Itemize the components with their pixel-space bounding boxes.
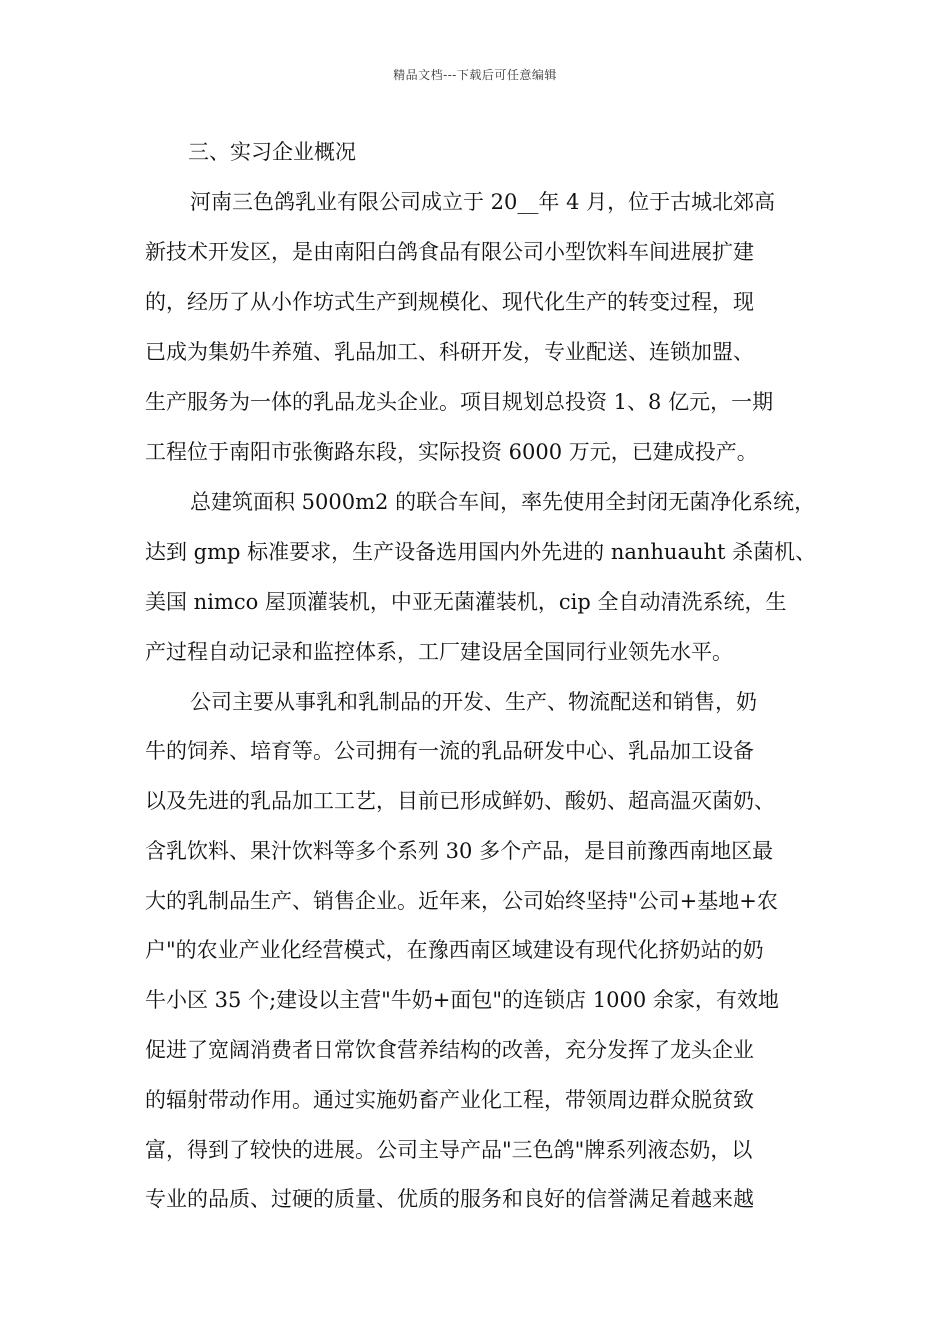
paragraph-line: 牛的饲养、培育等。公司拥有一流的乳品研发中心、乳品加工设备 [145, 739, 754, 763]
paragraph-line: 河南三色鸽乳业有限公司成立于 20__年 4 月，位于古城北郊高 [190, 190, 776, 214]
paragraph-line: 总建筑面积 5000m2 的联合车间，率先使用全封闭无菌净化系统， [190, 490, 816, 514]
paragraph-line: 户"的农业产业化经营模式，在豫西南区域建设有现代化挤奶站的奶 [145, 938, 764, 962]
paragraph-line: 的辐射带动作用。通过实施奶畜产业化工程，带领周边群众脱贫致 [145, 1088, 754, 1112]
paragraph-line: 产过程自动记录和监控体系，工厂建设居全国同行业领先水平。 [145, 640, 733, 664]
paragraph-line: 生产服务为一体的乳品龙头企业。项目规划总投资 1、8 亿元，一期 [145, 390, 774, 414]
paragraph-line: 美国 nimco 屋顶灌装机，中亚无菌灌装机，cip 全自动清洗系统，生 [145, 590, 787, 614]
paragraph-line: 促进了宽阔消费者日常饮食营养结构的改善，充分发挥了龙头企业 [145, 1038, 754, 1062]
paragraph-line: 富，得到了较快的进展。公司主导产品"三色鸽"牌系列液态奶，以 [145, 1138, 753, 1162]
paragraph-line: 公司主要从事乳和乳制品的开发、生产、物流配送和销售，奶 [190, 690, 757, 714]
paragraph-line: 牛小区 35 个;建设以主营"牛奶+面包"的连锁店 1000 余家，有效地 [145, 988, 779, 1012]
paragraph-line: 含乳饮料、果汁饮料等多个系列 30 多个产品，是目前豫西南地区最 [145, 839, 774, 863]
paragraph-line: 达到 gmp 标准要求，生产设备选用国内外先进的 nanhuauht 杀菌机、 [145, 540, 817, 564]
paragraph-line: 专业的品质、过硬的质量、优质的服务和良好的信誉满足着越来越 [145, 1187, 754, 1211]
paragraph-line: 以及先进的乳品加工工艺，目前已形成鲜奶、酸奶、超高温灭菌奶、 [145, 789, 775, 813]
page-header: 精品文档---下载后可任意编辑 [393, 68, 557, 82]
paragraph-line: 的，经历了从小作坊式生产到规模化、现代化生产的转变过程，现 [145, 290, 754, 314]
paragraph-line: 工程位于南阳市张衡路东段，实际投资 6000 万元，已建成投产。 [145, 440, 758, 464]
paragraph-line: 大的乳制品生产、销售企业。近年来，公司始终坚持"公司+基地+农 [145, 889, 778, 913]
section-title: 三、实习企业概况 [188, 140, 356, 164]
paragraph-line: 新技术开发区，是由南阳白鸽食品有限公司小型饮料车间进展扩建 [145, 240, 754, 264]
paragraph-line: 已成为集奶牛养殖、乳品加工、科研开发，专业配送、连锁加盟、 [145, 340, 754, 364]
